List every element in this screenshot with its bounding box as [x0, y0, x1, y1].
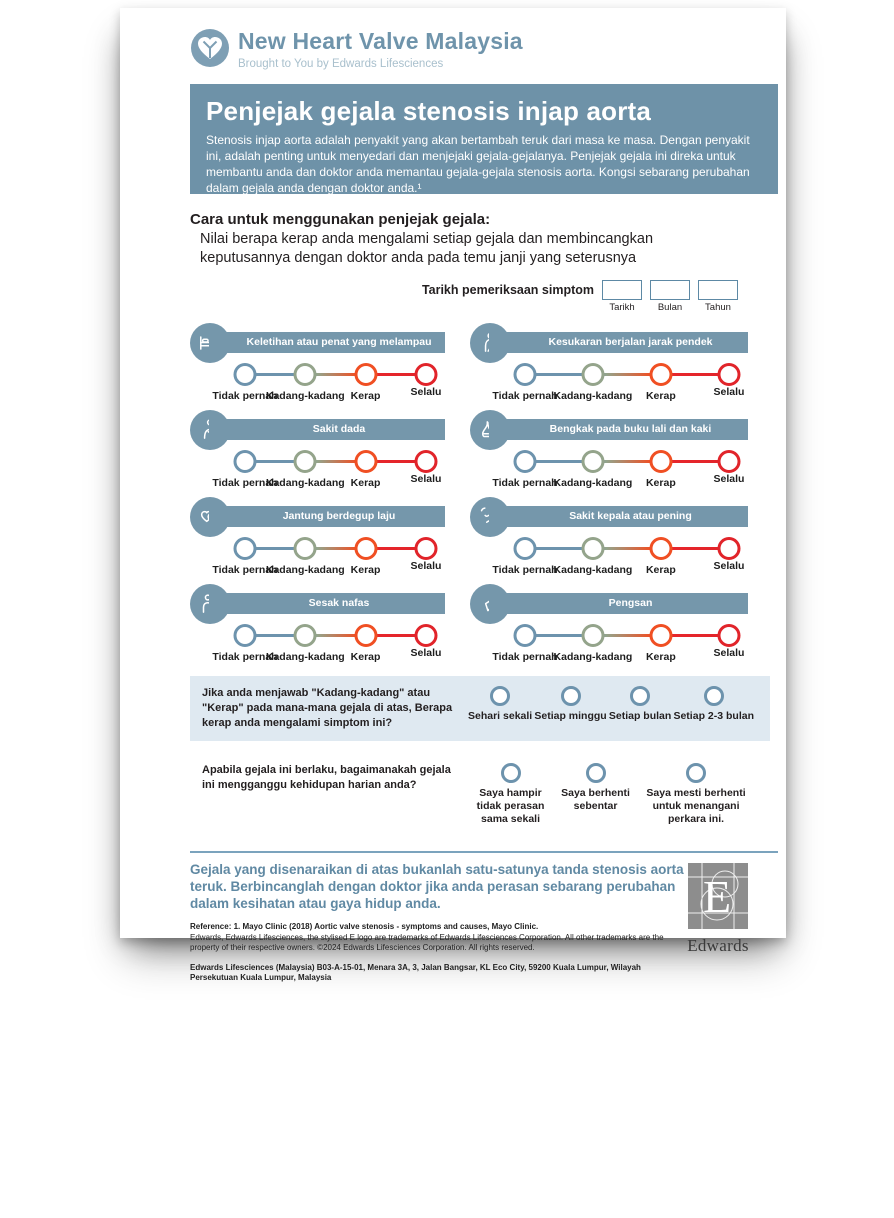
option-label: Saya hampir tidak perasan sama sekali — [476, 787, 545, 826]
option-setiap-bulan — [609, 686, 671, 732]
scale-circle-selalu[interactable] — [718, 450, 741, 473]
symptom-scale — [492, 363, 745, 403]
brand-tagline: Brought to You by Edwards Lifesciences — [238, 58, 444, 70]
scale-circle-kerap[interactable] — [354, 624, 377, 647]
scale-circle-kerap[interactable] — [649, 624, 672, 647]
edwards-e-logo-icon — [688, 863, 748, 929]
symptom-card-sakit-kepala — [470, 497, 748, 577]
scale-label: Selalu — [410, 559, 442, 572]
option-setiap-minggu — [534, 686, 606, 732]
page-description: Stenosis injap aorta adalah penyakit yang akan bertambah teruk dari masa ke masa. Dengan penyakit ini, adalah penting untuk menyedari dan menjejaki gejala-gejalanya. Penjejak gejala ini direka untuk membantu anda dan doktor anda memantau gejala-gejala stenosis aorta. Kongsi sebarang perubahan dalam gejala anda dengan doktor anda.¹ — [206, 133, 750, 196]
scale-label: Kerap — [350, 563, 381, 576]
scale-label: Kerap — [645, 389, 676, 402]
option-circle-hampir-tidak-perasan[interactable] — [501, 763, 521, 783]
date-day-input[interactable] — [602, 280, 642, 300]
scale-label: Tidak pernah — [212, 563, 278, 576]
scale-label: Tidak pernah — [212, 476, 278, 489]
option-label: Saya berhenti sebentar — [561, 787, 630, 813]
scale-circle-selalu[interactable] — [415, 450, 438, 473]
scale-label: Selalu — [713, 472, 745, 485]
scale-label: Tidak pernah — [212, 650, 278, 663]
symptom-grid — [190, 323, 748, 664]
scale-label: Tidak pernah — [492, 563, 558, 576]
scale-label: Kadang-kadang — [265, 563, 345, 576]
scale-label: Selalu — [410, 385, 442, 398]
scale-track — [525, 460, 729, 463]
scale-track — [525, 373, 729, 376]
option-label: Saya mesti berhenti untuk menangani perkara ini. — [646, 787, 746, 826]
symptom-title: Sakit dada — [209, 419, 445, 440]
option-circle-setiap-minggu[interactable] — [561, 686, 581, 706]
scale-circle-kerap[interactable] — [649, 450, 672, 473]
option-circle-mesti-berhenti[interactable] — [686, 763, 706, 783]
scale-circle-tidak-pernah[interactable] — [234, 624, 257, 647]
symptom-title: Keletihan atau penat yang melampau — [209, 332, 445, 353]
scale-circle-kadang-kadang[interactable] — [581, 537, 604, 560]
scale-label: Kerap — [645, 650, 676, 663]
scale-circle-kadang-kadang[interactable] — [581, 624, 604, 647]
frequency-question-panel — [190, 676, 770, 742]
scale-track — [245, 460, 426, 463]
scale-circle-selalu[interactable] — [718, 537, 741, 560]
howto-body: Nilai berapa kerap anda mengalami setiap gejala dan membincangkan keputusannya dengan doktor anda pada temu janji yang seterusnya — [200, 231, 654, 266]
scale-label: Selalu — [713, 646, 745, 659]
address-text: Edwards Lifesciences (Malaysia) B03-A-15-01, Menara 3A, 3, Jalan Bangsar, KL Eco City, 59200 Kuala Lumpur, Wilayah Persekutuan Kuala Lumpur, Malaysia — [190, 962, 641, 982]
date-month-input[interactable] — [650, 280, 690, 300]
scale-label: Kadang-kadang — [265, 650, 345, 663]
scale-label: Selalu — [713, 559, 745, 572]
option-hampir-tidak-perasan — [468, 763, 553, 826]
symptom-title: Bengkak pada buku lali dan kaki — [489, 419, 748, 440]
scale-track — [245, 547, 426, 550]
scale-track — [245, 634, 426, 637]
symptom-card-kesukaran-berjalan — [470, 323, 748, 403]
howto-heading: Cara untuk menggunakan penjejak gejala: — [190, 211, 491, 228]
symptom-card-sesak-nafas — [190, 584, 445, 664]
symptom-title: Kesukaran berjalan jarak pendek — [489, 332, 748, 353]
scale-label: Kerap — [350, 650, 381, 663]
scale-label: Kadang-kadang — [265, 389, 345, 402]
page-title: Penjejak gejala stenosis injap aorta — [206, 96, 652, 126]
scale-circle-kadang-kadang[interactable] — [294, 537, 317, 560]
scale-circle-selalu[interactable] — [718, 363, 741, 386]
option-label: Sehari sekali — [468, 709, 533, 722]
reference-text: Reference: 1. Mayo Clinic (2018) Aortic valve stenosis - symptoms and causes, Mayo Clinic. — [190, 922, 539, 932]
scale-label: Tidak pernah — [492, 650, 558, 663]
option-circle-sehari-sekali[interactable] — [490, 686, 510, 706]
option-circle-setiap-bulan[interactable] — [630, 686, 650, 706]
scale-circle-tidak-pernah[interactable] — [514, 363, 537, 386]
symptom-scale — [492, 537, 745, 577]
option-sehari-sekali — [468, 686, 532, 732]
scale-label: Kadang-kadang — [265, 476, 345, 489]
symptom-card-jantung-berdegup — [190, 497, 445, 577]
scale-label: Selalu — [410, 646, 442, 659]
scale-circle-kadang-kadang[interactable] — [581, 363, 604, 386]
scale-label: Kadang-kadang — [553, 563, 633, 576]
title-block — [190, 84, 778, 194]
option-setiap-2-3-bulan — [673, 686, 754, 732]
scale-circle-tidak-pernah[interactable] — [514, 450, 537, 473]
scale-circle-kerap[interactable] — [354, 363, 377, 386]
symptom-title: Jantung berdegup laju — [209, 506, 445, 527]
symptom-scale — [212, 537, 442, 577]
symptom-scale — [212, 363, 442, 403]
scale-circle-kadang-kadang[interactable] — [581, 450, 604, 473]
scale-circle-selalu[interactable] — [718, 624, 741, 647]
symptom-title: Sakit kepala atau pening — [489, 506, 748, 527]
scale-track — [525, 634, 729, 637]
brand-name: New Heart Valve Malaysia — [238, 28, 523, 54]
howto-section — [190, 211, 778, 268]
scale-circle-selalu[interactable] — [415, 537, 438, 560]
symptom-title: Sesak nafas — [209, 593, 445, 614]
footer-divider — [190, 851, 778, 853]
symptom-scale — [492, 450, 745, 490]
option-label: Setiap minggu — [534, 709, 607, 722]
scale-circle-tidak-pernah[interactable] — [514, 537, 537, 560]
date-year-caption: Tahun — [705, 301, 731, 313]
scale-circle-kadang-kadang[interactable] — [294, 363, 317, 386]
trademark-text: Edwards, Edwards Lifesciences, the stylised E logo are trademarks of Edwards Lifesciences Corporation. All other trademarks are the property of their respective owners. ©2024 Edwards Lifesciences Corporation. All rights reserved. — [190, 932, 664, 953]
scale-circle-selalu[interactable] — [415, 363, 438, 386]
scale-circle-kadang-kadang[interactable] — [294, 450, 317, 473]
symptom-card-keletihan — [190, 323, 445, 403]
scale-circle-tidak-pernah[interactable] — [234, 450, 257, 473]
scale-circle-kadang-kadang[interactable] — [294, 624, 317, 647]
scale-label: Tidak pernah — [212, 389, 278, 402]
symptom-card-sakit-dada — [190, 410, 445, 490]
scale-circle-kerap[interactable] — [649, 363, 672, 386]
date-label: Tarikh pemeriksaan simptom — [421, 282, 594, 297]
scale-circle-selalu[interactable] — [415, 624, 438, 647]
option-label: Setiap 2-3 bulan — [673, 709, 754, 722]
impact-question-panel — [190, 753, 770, 836]
edwards-wordmark: Edwards — [687, 935, 749, 955]
scale-circle-tidak-pernah[interactable] — [234, 537, 257, 560]
edwards-logo — [686, 863, 750, 956]
date-year-input[interactable] — [698, 280, 738, 300]
symptom-scale — [492, 624, 745, 664]
date-section — [190, 280, 738, 313]
scale-circle-kerap[interactable] — [354, 537, 377, 560]
scale-label: Kerap — [350, 476, 381, 489]
scale-label: Kadang-kadang — [553, 476, 633, 489]
scale-track — [245, 373, 426, 376]
scale-label: Kerap — [645, 476, 676, 489]
scale-label: Tidak pernah — [492, 389, 558, 402]
symptom-scale — [212, 624, 442, 664]
option-berhenti-sebentar — [553, 763, 638, 826]
scale-circle-kerap[interactable] — [354, 450, 377, 473]
symptom-scale — [212, 450, 442, 490]
symptom-title: Pengsan — [489, 593, 748, 614]
symptom-card-pengsan — [470, 584, 748, 664]
scale-circle-tidak-pernah[interactable] — [514, 624, 537, 647]
document-page — [120, 8, 786, 982]
heart-valve-icon — [190, 28, 230, 68]
frequency-question-text: Jika anda menjawab "Kadang-kadang" atau "Kerap" pada mana-mana gejala di atas, Berapa kerap anda mengalami simptom ini? — [202, 686, 453, 730]
option-circle-berhenti-sebentar[interactable] — [586, 763, 606, 783]
option-label: Setiap bulan — [608, 709, 672, 722]
scale-label: Selalu — [713, 385, 745, 398]
scale-label: Selalu — [410, 472, 442, 485]
scale-label: Kerap — [350, 389, 381, 402]
symptom-card-bengkak — [470, 410, 748, 490]
footer — [190, 861, 778, 984]
brand-header — [190, 8, 778, 70]
scale-circle-kerap[interactable] — [649, 537, 672, 560]
scale-label: Tidak pernah — [492, 476, 558, 489]
svg-text:E: E — [702, 870, 732, 922]
scale-track — [525, 547, 729, 550]
option-mesti-berhenti — [638, 763, 754, 826]
footer-warning-text: Gejala yang disenaraikan di atas bukanlah satu-satunya tanda stenosis aorta teruk. Berbincanglah dengan doktor jika anda perasan sebarang perubahan dalam kesihatan atau gaya hidup anda. — [190, 861, 684, 912]
date-month-caption: Bulan — [657, 301, 683, 313]
scale-label: Kadang-kadang — [553, 389, 633, 402]
date-day-caption: Tarikh — [609, 301, 635, 313]
scale-circle-tidak-pernah[interactable] — [234, 363, 257, 386]
scale-label: Kerap — [645, 563, 676, 576]
impact-question-text: Apabila gejala ini berlaku, bagaimanakah gejala ini mengganggu kehidupan harian anda? — [202, 764, 451, 792]
option-circle-setiap-2-3-bulan[interactable] — [704, 686, 724, 706]
scale-label: Kadang-kadang — [553, 650, 633, 663]
